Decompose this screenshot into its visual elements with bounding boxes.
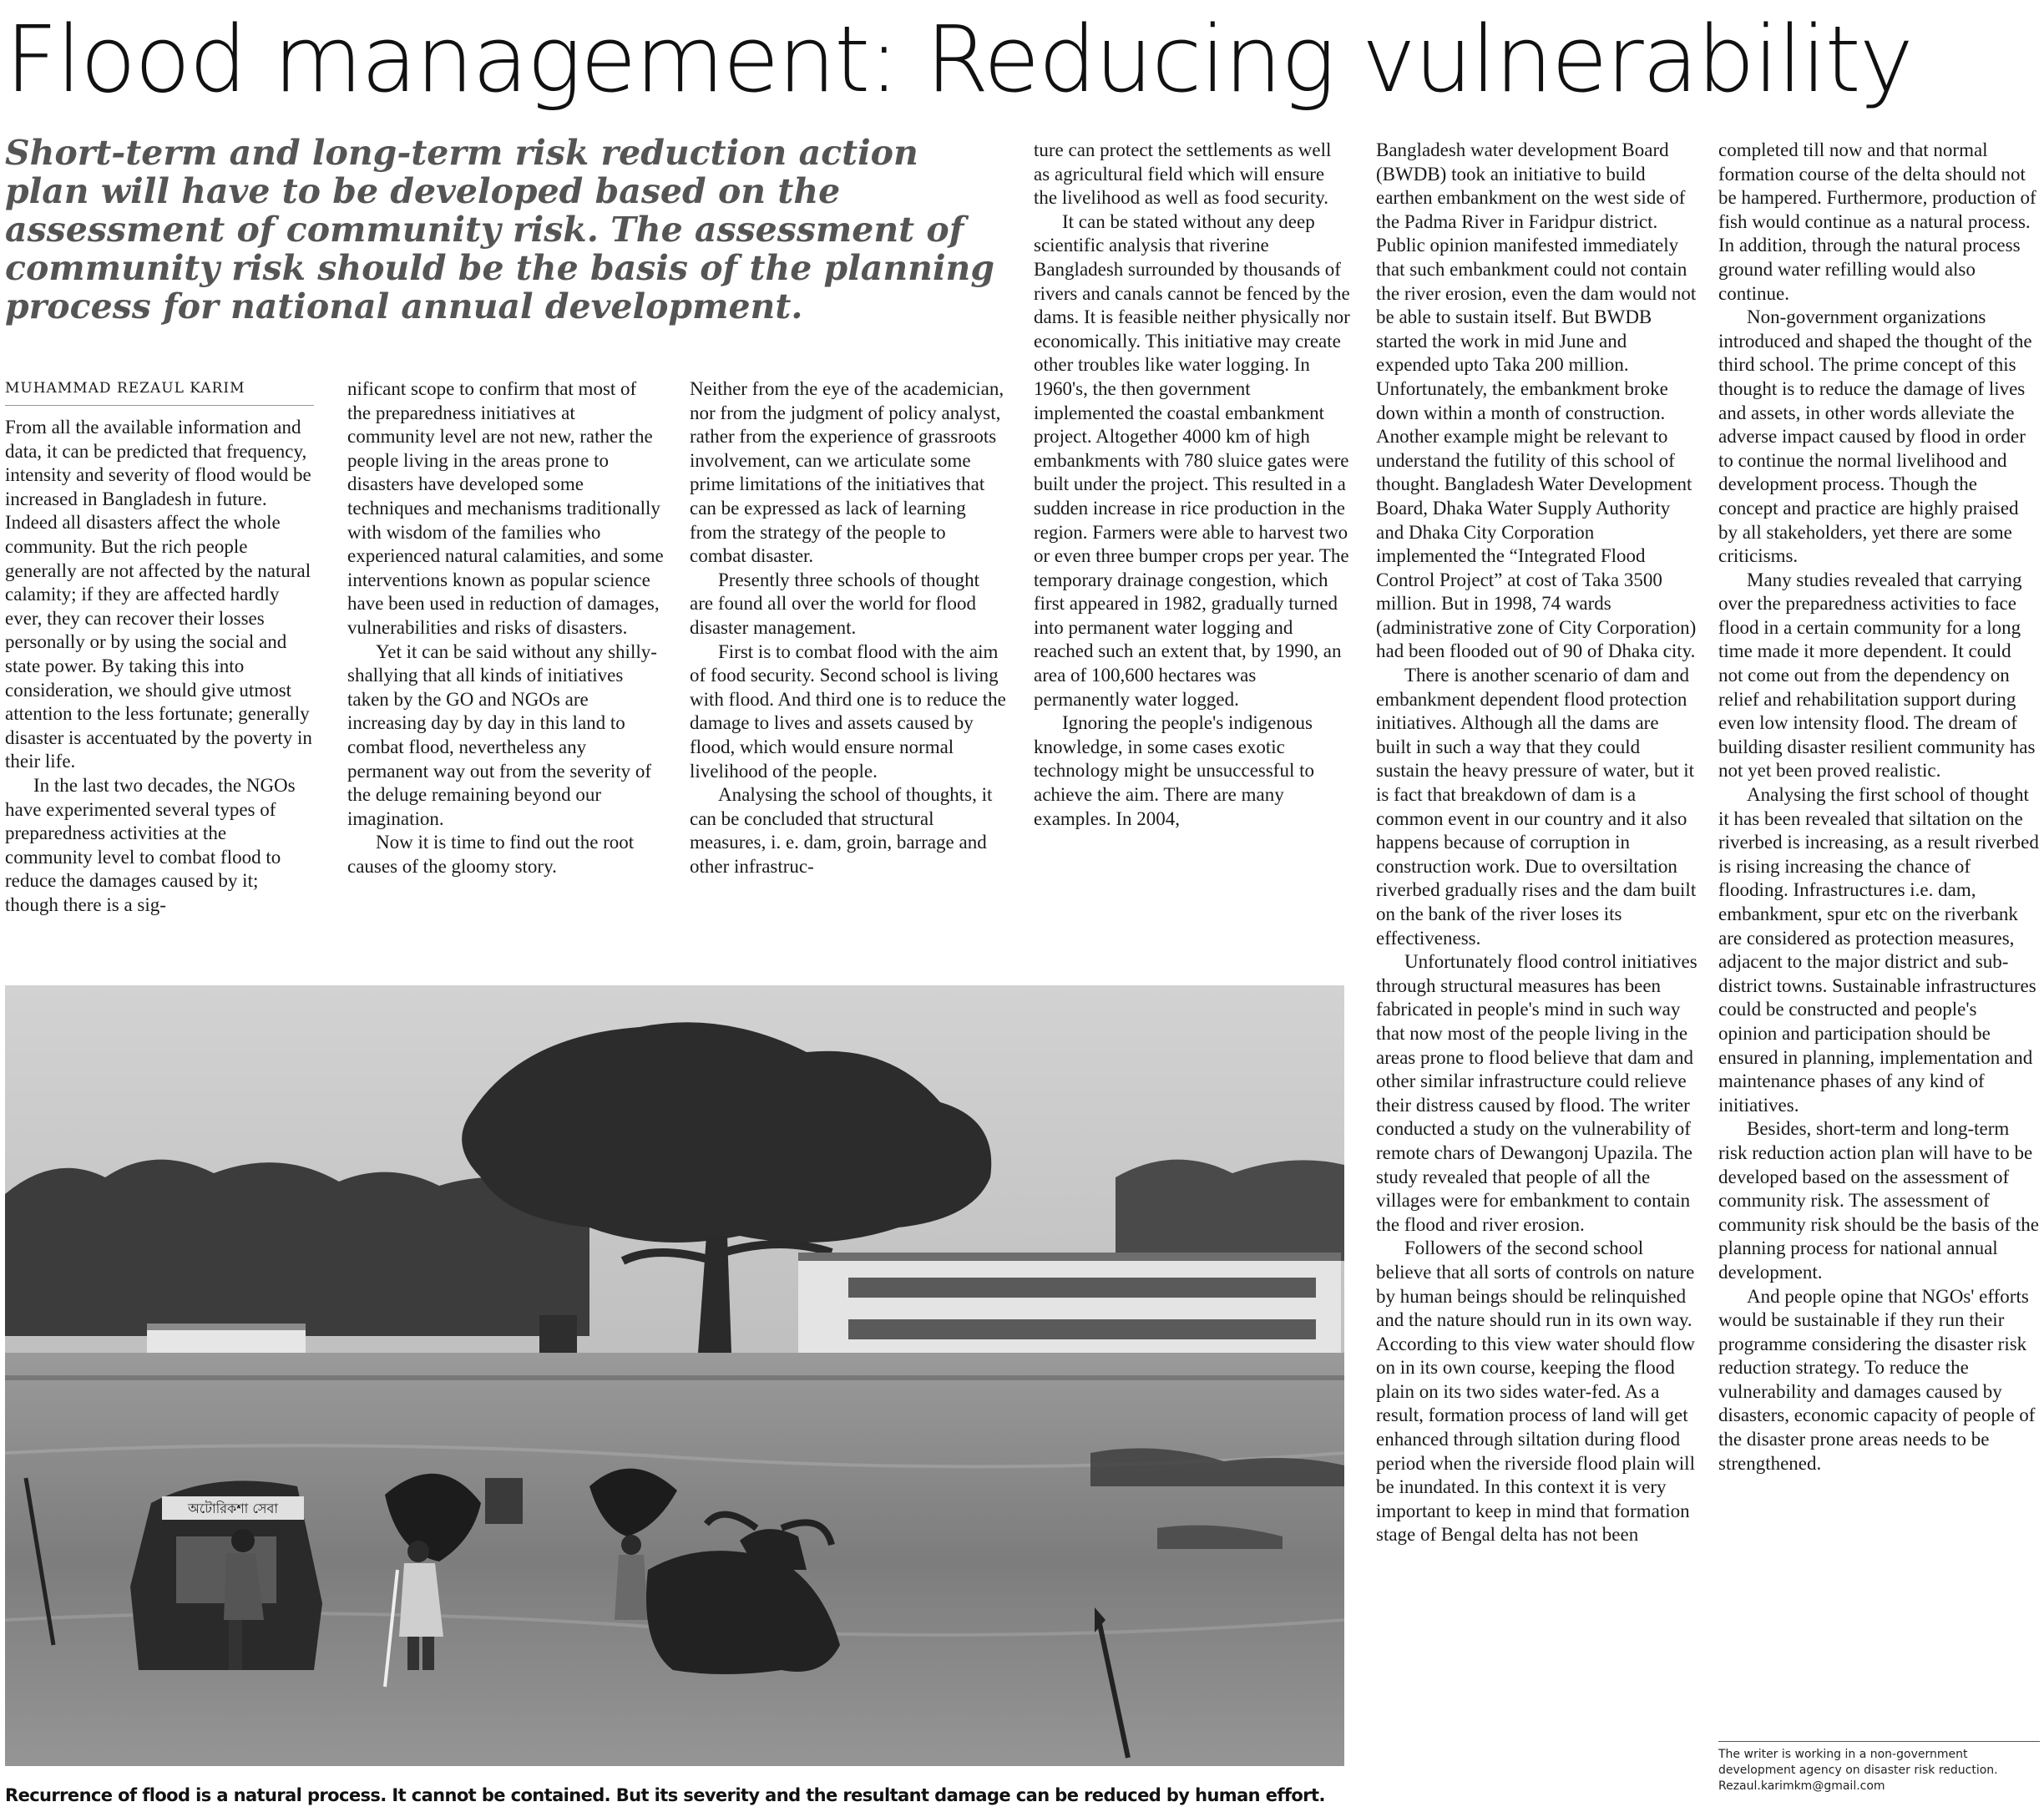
paragraph: Yet it can be said without any shilly-shallying that all kinds of initiatives taken by the GO and NGOs are increasing day by day in this land to combat flood, nevertheless any permanent way out from the severity of the deluge remaining beyond our imagination. bbox=[347, 640, 657, 829]
paragraph: Unfortunately flood control initiatives through structural measures has been fabricated in people's mind in such way that now most of the people living in the areas prone to flood believe that dam and other similar infrastructure could relieve their distress caused by flood. The writer conducted a study on the vulnerability of remote chars of Dewangonj Upazila. The study revealed that people of all the villages were for embankment to contain the flood and river erosion. bbox=[1376, 951, 1697, 1235]
deck-subheading: Short-term and long-term risk reduction action plan will have to be developed based on the assessment of community risk. The assessment of community risk should be the basis of the planning process for national annual development. bbox=[5, 133, 995, 326]
author-email: Rezaul.karimkm@gmail.com bbox=[1718, 1779, 1885, 1793]
paragraph: completed till now and that normal formation course of the delta should not be hampered. Furthermore, production of fish would continue as a natural process. In addition, through the natural process ground water refilling would also continue. bbox=[1718, 139, 2036, 304]
paragraph: Analysing the school of thoughts, it can be concluded that structural measures, i. e. dam, groin, barrage and other infrastruc- bbox=[690, 784, 993, 877]
byline: MUHAMMAD REZAUL KARIM bbox=[5, 380, 314, 406]
paragraph: Bangladesh water development Board (BWDB) took an initiative to build earthen embankment on the west side of the Padma River in Faridpur district. Public opinion manifested immediately that such embankment could not contain the river erosion, even the dam would not be able to sustain itself. But BWDB started the work in mid June and expended upto Taka 200 million. Unfortunately, the embankment broke down within a month of construction. Another example might be relevant to understand the futility of this school of thought. Bangladesh Water Development Board, Dhaka Water Supply Authority and Dhaka City Corporation implemented the “Integrated Flood Control Project” at cost of Taka 3500 million. But in 1998, 74 wards (administrative zone of City Corporation) had been flooded out of 90 of Dhaka city. bbox=[1376, 139, 1697, 662]
article-column-1 bbox=[5, 416, 314, 963]
paragraph: Followers of the second school believe that all sorts of controls on nature by human beings should be relinquished and the nature should run in its own way. According to this view water should flow on in its own course, keeping the flood plain on its two sides water-fed. As a result, formation process of land will get enhanced through siltation during flood period when the riverside flood plain will be inundated. In this context it is very important to keep in mind that formation stage of Bengal delta has not been bbox=[1376, 1238, 1695, 1546]
paragraph: ture can protect the settlements as well as agricultural field which will ensure the livelihood as well as food security. bbox=[1034, 139, 1332, 209]
paragraph: Besides, short-term and long-term risk reduction action plan will have to be developed based on the assessment of community risk. The assessment of community risk should be the basis of the planning process for national annual development. bbox=[1718, 1118, 2039, 1283]
paragraph: In the last two decades, the NGOs have experimented several types of preparedness activities at the community level to combat flood to reduce the damages caused by it; though there is a sig- bbox=[5, 774, 296, 915]
article-column-2 bbox=[347, 377, 665, 966]
paragraph: Neither from the eye of the academician, nor from the judgment of policy analyst, rather from the experience of grassroots involvement, can we articulate some prime limitations of the initiatives that can be expressed as lack of learning from the strategy of the people to combat disaster. bbox=[690, 378, 1004, 567]
article-column-5 bbox=[1376, 139, 1697, 1807]
paragraph: Analysing the first school of thought it has been revealed that siltation on the riverbed is increasing, as a result riverbed is rising increasing the chance of flooding. Infrastructures i.e. dam, embankment, spur etc on the riverbank are considered as protection measures, adjacent to the major district and sub-district towns. Sustainable infrastructures could be constructed and people's opinion and participation should be ensured in planning, implementation and maintenance phases of any kind of initiatives. bbox=[1718, 784, 2039, 1116]
flood-photo bbox=[5, 985, 1344, 1766]
rickshaw-sign: অটোরিকশা সেবা bbox=[187, 1501, 279, 1516]
author-note bbox=[1718, 1741, 2040, 1794]
paragraph: First is to combat flood with the aim of food security. Second school is living with flood. And third one is to reduce the damage to lives and assets caused by flood, which would ensure normal livelihood of the people. bbox=[690, 640, 1006, 782]
photo-caption: Recurrence of flood is a natural process. It cannot be contained. But its severity and the resultant damage can be reduced by human effort. bbox=[5, 1785, 1325, 1805]
paragraph: Now it is time to find out the root causes of the gloomy story. bbox=[347, 832, 635, 877]
long-building bbox=[798, 1253, 1341, 1369]
paragraph: Ignoring the people's indigenous knowledge, in some cases exotic technology might be unsuccessful to achieve the aim. There are many examples. In 2004, bbox=[1034, 712, 1314, 829]
article-column-3 bbox=[690, 377, 1007, 966]
paragraph: Many studies revealed that carrying over the preparedness activities to face flood in a certain community for a long time made it more dependent. It could not come out from the dependency on relief and rehabilitation support during even low intensity flood. The dream of building disaster resilient community has not yet been proved realistic. bbox=[1718, 569, 2036, 782]
article-column-6 bbox=[1718, 139, 2040, 1734]
paragraph: And people opine that NGOs' efforts would be sustainable if they run their programme considering the disaster risk reduction strategy. To reduce the vulnerability and damages caused by disasters, economic capacity of people of the disaster prone areas needs to be strengthened. bbox=[1718, 1285, 2036, 1474]
cycle-rickshaw bbox=[485, 1478, 523, 1524]
paragraph: Presently three schools of thought are found all over the world for flood disaster management. bbox=[690, 569, 980, 638]
paragraph: It can be stated without any deep scientific analysis that riverine Bangladesh surrounded by thousands of rivers and canals cannot be fenced by the dams. It is feasible neither physically nor economically. This initiative may create other troubles like water logging. In 1960's, the then government implemented the coastal embankment project. Altogether 4000 km of high embankments with 780 sluice gates were built under the project. This resulted in a sudden increase in rice production in the region. Farmers were able to harvest two or even three bumper crops per year. The temporary drainage congestion, which first appeared in 1982, gradually turned into permanent water logging and reached such an extent that, by 1990, an area of 100,600 hectares was permanently water logged. bbox=[1034, 210, 1350, 710]
paragraph: nificant scope to confirm that most of the preparedness initiatives at community level are not new, rather the people living in the areas prone to disasters have developed some techniques and mechanisms traditionally with wisdom of the families who experienced natural calamities, and some interventions known as popular science have been used in reduction of damages, vulnerabilities and risks of disasters. bbox=[347, 378, 664, 638]
article-column-4 bbox=[1034, 139, 1351, 974]
paragraph: There is another scenario of dam and embankment dependent flood protection initiatives. Although all the dams are built in such a way that they could sustain the heavy pressure of water, but it is fact that breakdown of dam is a common event in our country and it also happens because of corruption in construction work. Due to oversiltation riverbed gradually rises and the dam built on the bank of the river loses its effectiveness. bbox=[1376, 665, 1697, 949]
truck bbox=[539, 1315, 577, 1353]
paragraph: Non-government organizations introduced and shaped the thought of the third school. The prime concept of this thought is to reduce the damage of lives and assets, in other words alleviate the adverse impact caused by flood in order to continue the normal livelihood and development process. Though the concept and practice are highly praised by all stakeholders, yet there are some criticisms. bbox=[1718, 306, 2032, 567]
headline: Flood management: Reducing vulnerability bbox=[5, 6, 1912, 113]
paragraph: From all the available information and data, it can be predicted that frequency, intensity and severity of flood would be increased in Bangladesh in future. Indeed all disasters affect the whole community. But the rich people generally are not affected by the natural calamity; if they are affected hardly ever, they can recover their losses personally or by using the social and state power. By taking this into consideration, we should give utmost attention to the less fortunate; generally disaster is accentuated by the poverty in their life. bbox=[5, 417, 312, 772]
author-note-text: The writer is working in a non-government development agency on disaster risk reduction. bbox=[1718, 1748, 1998, 1777]
